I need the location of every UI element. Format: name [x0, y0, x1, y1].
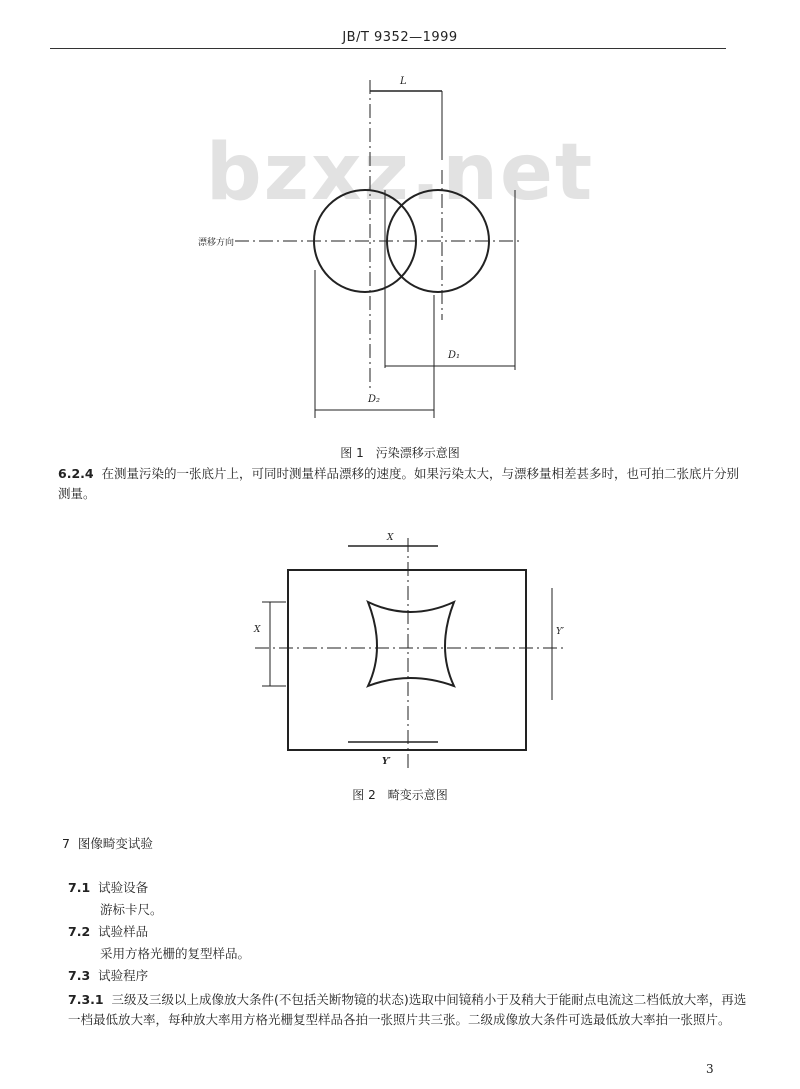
- section-7-2-heading: [68, 922, 148, 940]
- section-7-heading: [62, 834, 153, 852]
- outer-rectangle: [288, 570, 526, 750]
- section-7-1-title: 试验设备: [98, 880, 149, 895]
- section-7-3-1-text: 三级及三级以上成像放大条件(不包括关断物镜的状态)选取中间镜稍小于及稍大于能耐点电流这二档低放大率，再选一档最低放大率，每种放大率用方格光栅复型样品各拍一张照片共三张。二级成像放大条件可选最低放大率拍一张照片。: [68, 992, 747, 1027]
- page-number: 3: [706, 1062, 714, 1076]
- section-7-3-number: 7.3: [68, 968, 91, 983]
- watermark: bzxz.net: [205, 128, 595, 218]
- label-drift-direction: 漂移方向: [198, 238, 235, 248]
- standard-number: JB/T 9352—1999: [342, 30, 458, 45]
- section-7-3-1-number: 7.3.1: [68, 992, 104, 1007]
- section-7-3-heading: [68, 966, 148, 984]
- figure-2-caption: 图 2 畸变示意图: [352, 788, 448, 802]
- label-D2: D₂: [368, 394, 381, 405]
- section-7-1-heading: [68, 878, 148, 896]
- section-7-3-1: [68, 990, 748, 1030]
- section-7-number: 7: [62, 836, 70, 851]
- label-X-left: X: [254, 625, 261, 635]
- section-7-1-body: 游标卡尺。: [100, 902, 163, 917]
- label-L: L: [400, 76, 407, 87]
- label-Y-right: Y′: [556, 627, 564, 637]
- section-7-2-number: 7.2: [68, 924, 91, 939]
- label-X: X: [387, 533, 394, 543]
- section-7-1-number: 7.1: [68, 880, 91, 895]
- section-7-2-body: 采用方格光栅的复型样品。: [100, 946, 251, 961]
- section-7-2-title: 试验样品: [98, 924, 149, 939]
- section-6-2-4-number: 6.2.4: [58, 466, 94, 481]
- figure-2-distortion-diagram: [240, 520, 570, 780]
- header-rule: [50, 48, 726, 49]
- label-Y-bottom: Y′: [382, 757, 391, 767]
- figure-1-drift-diagram: [180, 70, 540, 430]
- section-7-title: 图像畸变试验: [77, 836, 153, 851]
- section-7-3-title: 试验程序: [98, 968, 149, 983]
- section-6-2-4-text: 在测量污染的一张底片上，可同时测量样品漂移的速度。如果污染太大，与漂移量相差甚多时，也可拍二张底片分别测量。: [58, 466, 740, 501]
- section-6-2-4: [58, 464, 748, 504]
- figure-1-caption: 图 1 污染漂移示意图: [340, 446, 460, 460]
- pincushion-shape: [368, 602, 454, 686]
- label-D1: D₁: [448, 350, 461, 361]
